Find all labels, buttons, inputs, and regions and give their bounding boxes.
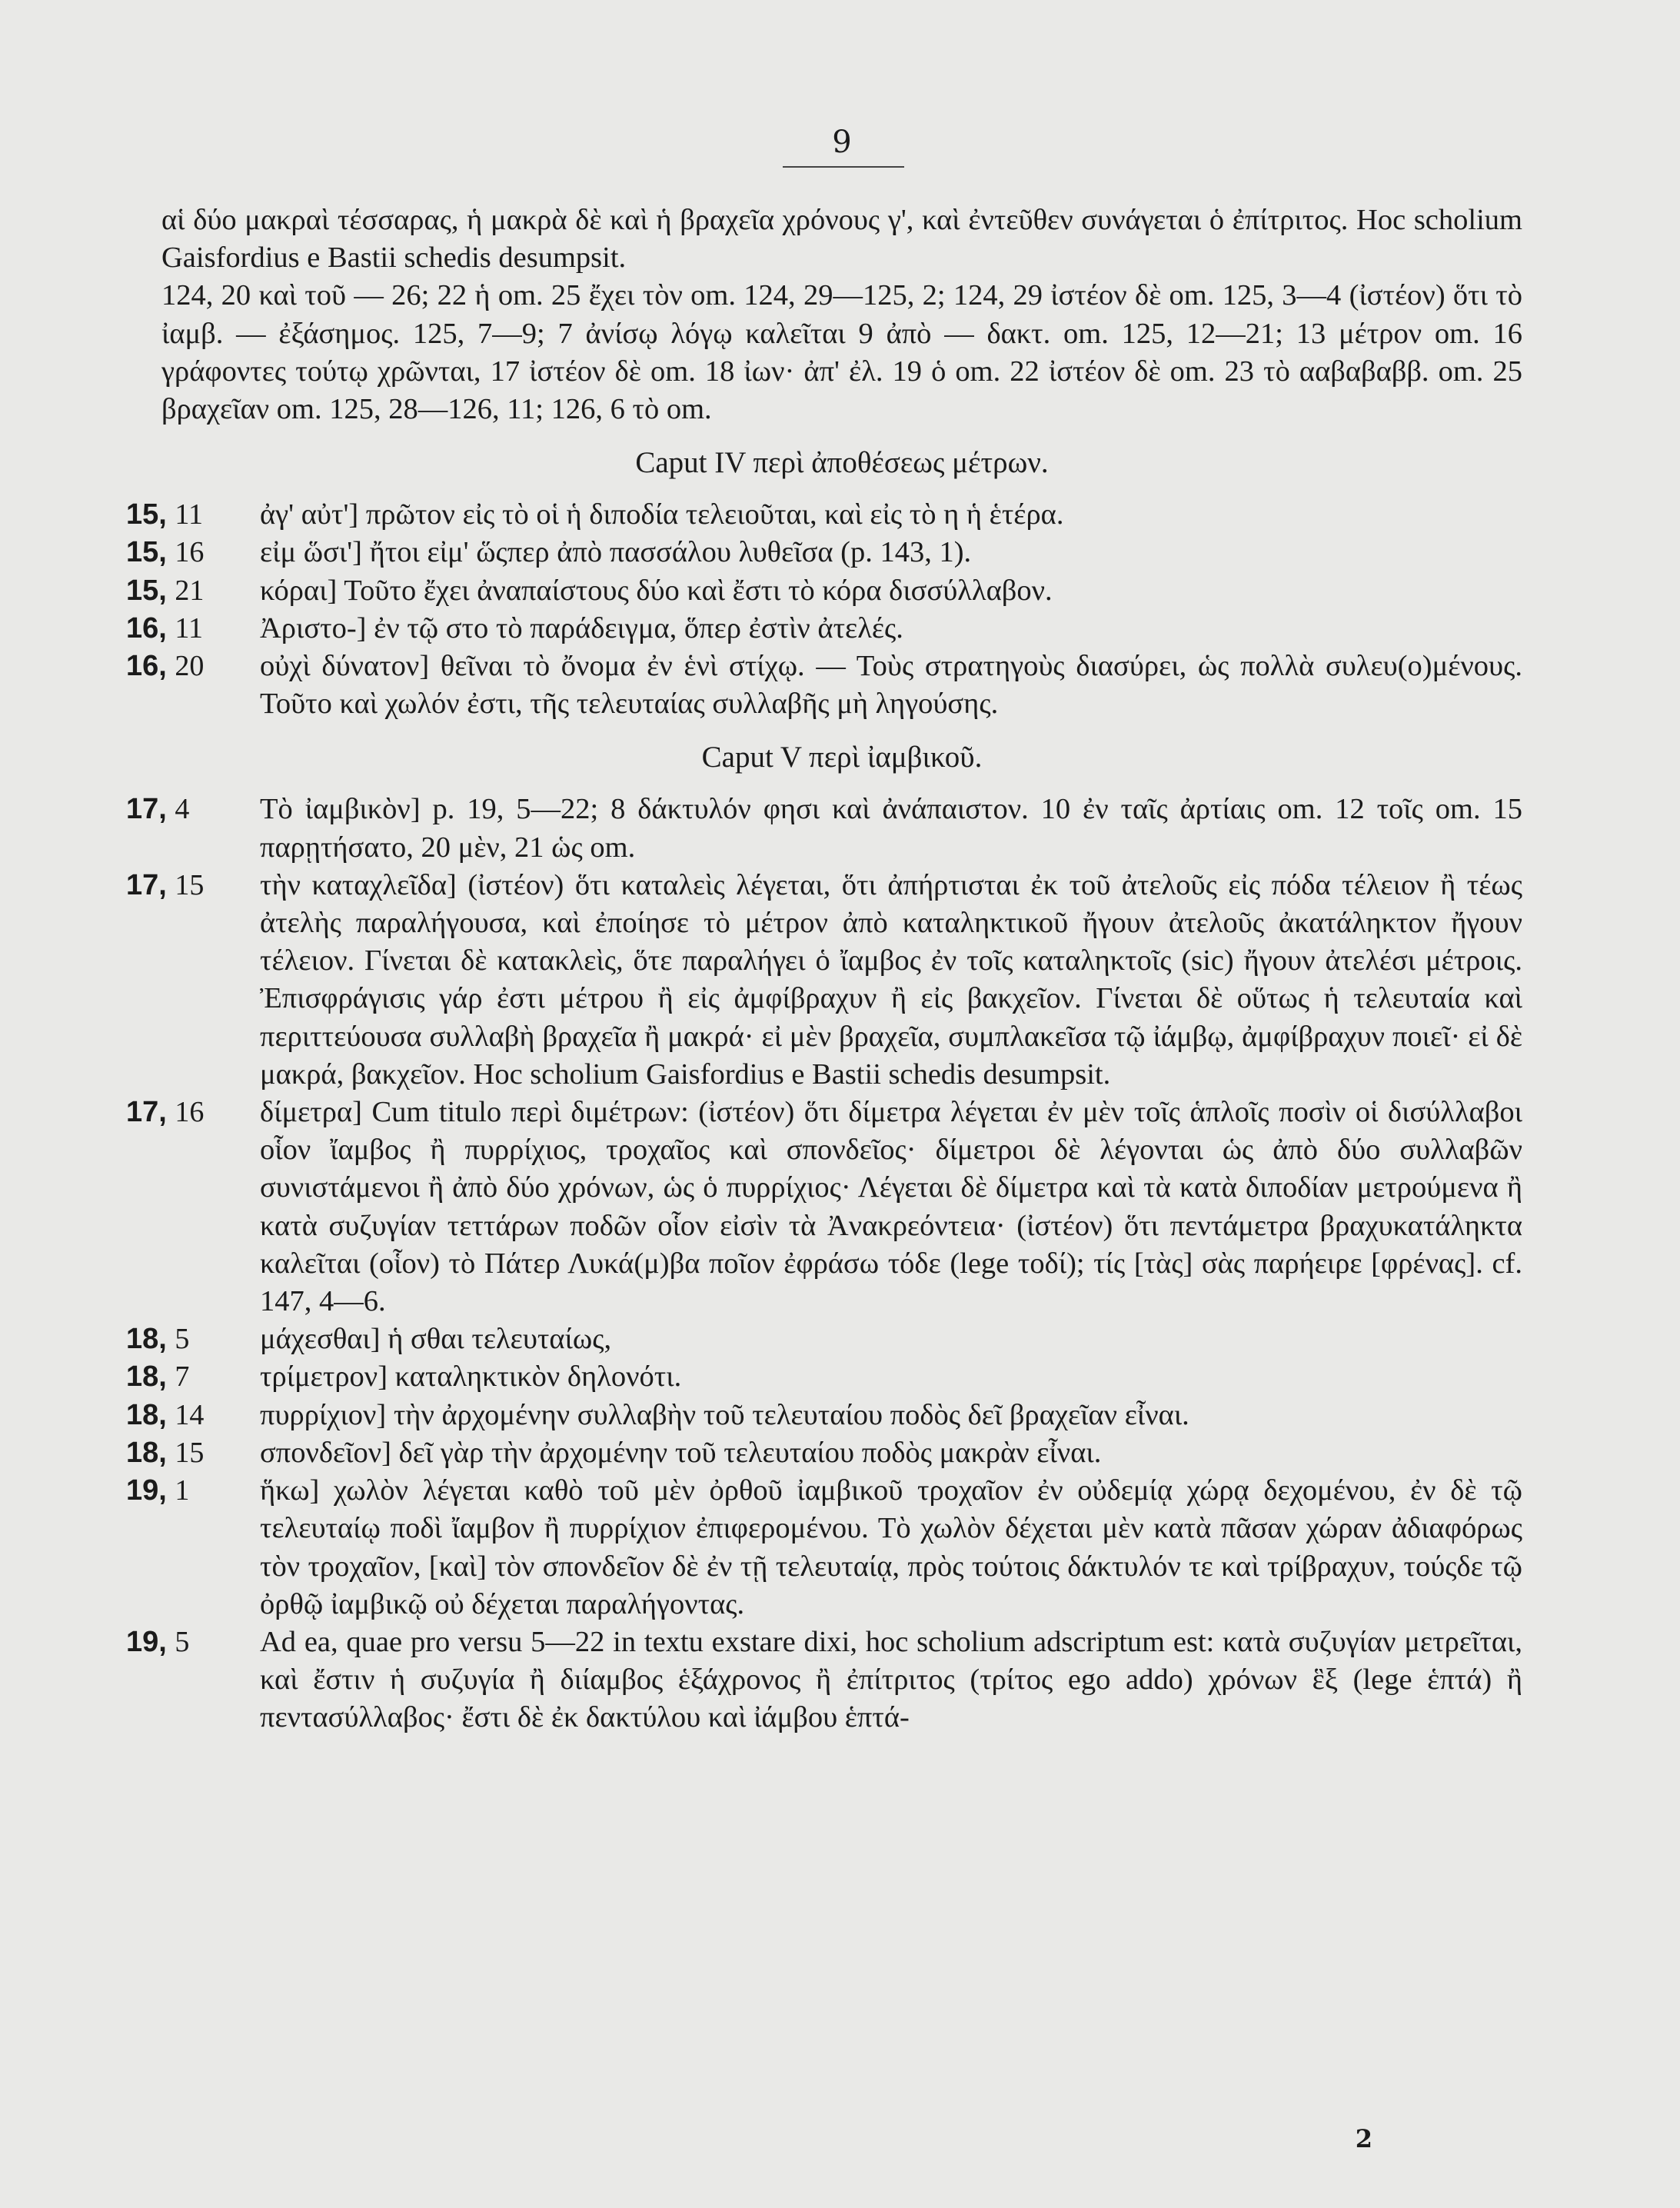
entry bbox=[126, 1434, 1522, 1472]
entry bbox=[126, 1472, 1522, 1624]
entry-text: πυρρίχιον] τὴν ἀρχομένην συλλαβὴν τοῦ τελευταίου ποδὸς δεῖ βραχεῖαν εἶναι. bbox=[260, 1398, 1189, 1431]
entry-text: σπονδεῖον] δεῖ γὰρ τὴν ἀρχομένην τοῦ τελευταίου ποδὸς μακρὰν εἶναι. bbox=[260, 1436, 1102, 1469]
entry-ref: 19, 1 bbox=[126, 1474, 190, 1507]
entry bbox=[126, 1624, 1522, 1737]
chapter-5-entries bbox=[126, 791, 1522, 1737]
entry bbox=[126, 648, 1522, 723]
entry-ref: 17, 4 bbox=[126, 793, 190, 826]
entry-ref: 15, 21 bbox=[126, 574, 205, 607]
chapter-5-heading: Caput V περὶ ἰαμβικοῦ. bbox=[701, 741, 983, 774]
entry bbox=[126, 1094, 1522, 1320]
entry bbox=[126, 867, 1522, 1094]
header-rule bbox=[783, 166, 904, 168]
entry-text: κόραι] Τοῦτο ἔχει ἀναπαίστους δύο καὶ ἔστι τὸ κόρα δισσύλλαβον. bbox=[260, 574, 1053, 607]
entry-text: τρίμετρον] καταληκτικὸν δηλονότι. bbox=[260, 1360, 682, 1394]
entry-text: Ἀριστο-] ἐν τῷ στο τὸ παράδειγμα, ὅπερ ἐστὶν ἀτελές. bbox=[260, 611, 903, 644]
entry-ref: 18, 14 bbox=[126, 1398, 205, 1431]
entry-ref: 16, 20 bbox=[126, 650, 205, 683]
entry-text: οὐχὶ δύνατον] θεῖναι τὸ ὄνομα ἐν ἑνὶ στίχῳ. — Τοὺς στρατηγοὺς διασύρει, ὡς πολλὰ συλευ(ο)μένους. Τοῦτο καὶ χωλόν ἐστι, τῆς τελευταίας συλλαβῆς μὴ ληγούσης. bbox=[260, 650, 1522, 721]
chapter-4-heading: Caput IV περὶ ἀποθέσεως μέτρων. bbox=[635, 446, 1049, 480]
entry bbox=[126, 534, 1522, 571]
entry-ref: 17, 16 bbox=[126, 1096, 205, 1129]
entry bbox=[126, 1320, 1522, 1358]
entry bbox=[126, 496, 1522, 534]
page-number: 9 bbox=[832, 125, 852, 160]
entry-ref: 15, 16 bbox=[126, 536, 205, 569]
entry bbox=[126, 610, 1522, 648]
entry bbox=[126, 1358, 1522, 1396]
entry-text: ἀγ' αὐτ'] πρῶτον εἰς τὸ οἱ ἡ διποδία τελειοῦται, καὶ εἰς τὸ η ἡ ἑτέρα. bbox=[260, 498, 1064, 531]
signature-mark: 2 bbox=[1355, 2124, 1372, 2153]
chapter-4-entries bbox=[126, 496, 1522, 723]
entry-text: εἰμ ὥσι'] ἤτοι εἰμ' ὥςπερ ἀπὸ πασσάλου λυθεῖσα (p. 143, 1). bbox=[260, 536, 972, 569]
intro-paragraph-2: 124, 20 καὶ τοῦ — 26; 22 ἡ om. 25 ἔχει τὸν om. 124, 29—125, 2; 124, 29 ἰστέον δὲ om. 125, 3—4 (ἰστέον) ὅτι τὸ ἰαμβ. — ἐξάσημος. 125, 7—9; 7 ἀνίσῳ λόγῳ καλεῖται 9 ἀπὸ — δακτ. om. 125, 12—21; 13 μέτρον om. 16 γράφοντες τούτῳ χρῶνται, 17 ἰστέον δὲ om. 18 ἰων· ἀπ' ἐλ. 19 ὁ om. 22 ἰστέον δὲ om. 23 τὸ ααβαβαββ. om. 25 βραχεῖαν om. 125, 28—126, 11; 126, 6 τὸ om. bbox=[161, 279, 1522, 426]
entry-text: ἥκω] χωλὸν λέγεται καθὸ τοῦ μὲν ὀρθοῦ ἰαμβικοῦ τροχαῖον ἐν οὐδεμίᾳ χώρᾳ δεχομένου, ἐν δὲ τῷ τελευταίῳ ποδὶ ἴαμβον ἢ πυρρίχιον ἐπιφερομένου. Τὸ χωλὸν δέχεται μὲν κατὰ πᾶσαν χώραν ἀδιαφόρως τὸν τροχαῖον, [καὶ] τὸν σπονδεῖον δὲ ἐν τῇ τελευταίᾳ, πρὸς τούτοις δάκτυλόν τε καὶ τρίβραχυν, τούςδε τῷ ὀρθῷ ἰαμβικῷ οὐ δέχεται παραλήγοντας. bbox=[260, 1474, 1522, 1620]
entry-text: Ad ea, quae pro versu 5—22 in textu exstare dixi, hoc scholium adscriptum est: κατὰ συζυγίαν μετρεῖται, καὶ ἔστιν ἡ συζυγία ἢ διίαμβος ἑξάχρονος ἢ ἐπίτριτος (τρίτος ego addo) χρόνων ἓξ (lege ἑπτά) ἢ πεντασύλλαβος· ἔστι δὲ ἐκ δακτύλου καὶ ἰάμβου ἑπτά- bbox=[260, 1625, 1522, 1734]
entry bbox=[126, 572, 1522, 610]
entry-ref: 16, 11 bbox=[126, 611, 203, 644]
entry-text: Τὸ ἰαμβικὸν] p. 19, 5—22; 8 δάκτυλόν φησι καὶ ἀνάπαιστον. 10 ἐν ταῖς ἀρτίαις om. 12 τοῖς om. 15 παρῃτήσατο, 20 μὲν, 21 ὡς om. bbox=[260, 793, 1522, 864]
entry-text: μάχεσθαι] ἡ σθαι τελευταίως, bbox=[260, 1323, 612, 1356]
page-body bbox=[126, 201, 1522, 1737]
entry-ref: 18, 7 bbox=[126, 1360, 190, 1394]
entry-ref: 19, 5 bbox=[126, 1625, 190, 1658]
entry bbox=[126, 1397, 1522, 1434]
intro-paragraph-1: αἱ δύο μακραὶ τέσσαρας, ἡ μακρὰ δὲ καὶ ἡ βραχεῖα χρόνους γ', καὶ ἐντεῦθεν συνάγεται ὁ ἐπίτριτος. Hoc scholium Gaisfordius e Bastii schedis desumpsit. bbox=[161, 204, 1522, 275]
entry-ref: 15, 11 bbox=[126, 498, 203, 531]
entry-ref: 17, 15 bbox=[126, 868, 205, 901]
entry-text: τὴν καταχλεῖδα] (ἰστέον) ὅτι καταλεὶς λέγεται, ὅτι ἀπήρτισται ἐκ τοῦ ἀτελοῦς εἰς πόδα τέλειον ἢ τέως ἀτελὴς παραλήγουσα, καὶ ἐποίησε τὸ μέτρον ἀπὸ καταληκτικοῦ ἤγουν ἀτελοῦς ἀκατάληκτον ἤγουν τέλειον. Γίνεται δὲ κατακλεὶς, ὅτε παραλήγει ὁ ἴαμβος ἐν τοῖς καταληκτοῖς (sic) ἤγουν ἀτελέσι μέτροις. Ἐπισφράγισις γάρ ἐστι μέτρου ἢ εἰς ἀμφίβραχυν ἢ εἰς βακχεῖον. Γίνεται δὲ οὕτως ἡ τελευταία καὶ περιττεύουσα συλλαβὴ βραχεῖα ἢ μακρά· εἰ μὲν βραχεῖα, συμπλακεῖσα τῷ ἰάμβῳ, ἀμφίβραχυν ποιεῖ· εἰ δὲ μακρά, βακχεῖον. Hoc scholium Gaisfordius e Bastii schedis desumpsit. bbox=[260, 868, 1522, 1091]
entry-ref: 18, 5 bbox=[126, 1323, 190, 1356]
entry-text: δίμετρα] Cum titulo περὶ διμέτρων: (ἰστέον) ὅτι δίμετρα λέγεται ἐν μὲν τοῖς ἁπλοῖς ποσὶν οἱ δισύλλαβοι οἷον ἴαμβος ἢ πυρρίχιος, τροχαῖος καὶ σπονδεῖος· δίμετροι δὲ λέγονται ὡς ἀπὸ δύο συλλαβῶν συνιστάμενοι ἢ ἀπὸ δύο χρόνων, ὡς ὁ πυρρίχιος· Λέγεται δὲ δίμετρα καὶ τὰ κατὰ διποδίαν μετρούμενα ἢ κατὰ συζυγίαν τεττάρων ποδῶν οἷον εἰσὶν τὰ Ἀνακρεόντεια· (ἰστέον) ὅτι πεντάμετρα βραχυκατάληκτα καλεῖται (οἷον) τὸ Πάτερ Λυκά(μ)βα ποῖον ἐφράσω τόδε (lege τοδί); τίς [τὰς] σὰς παρήειρε [φρένας]. cf. 147, 4—6. bbox=[260, 1096, 1522, 1318]
entry-ref: 18, 15 bbox=[126, 1436, 205, 1469]
entry bbox=[126, 791, 1522, 866]
